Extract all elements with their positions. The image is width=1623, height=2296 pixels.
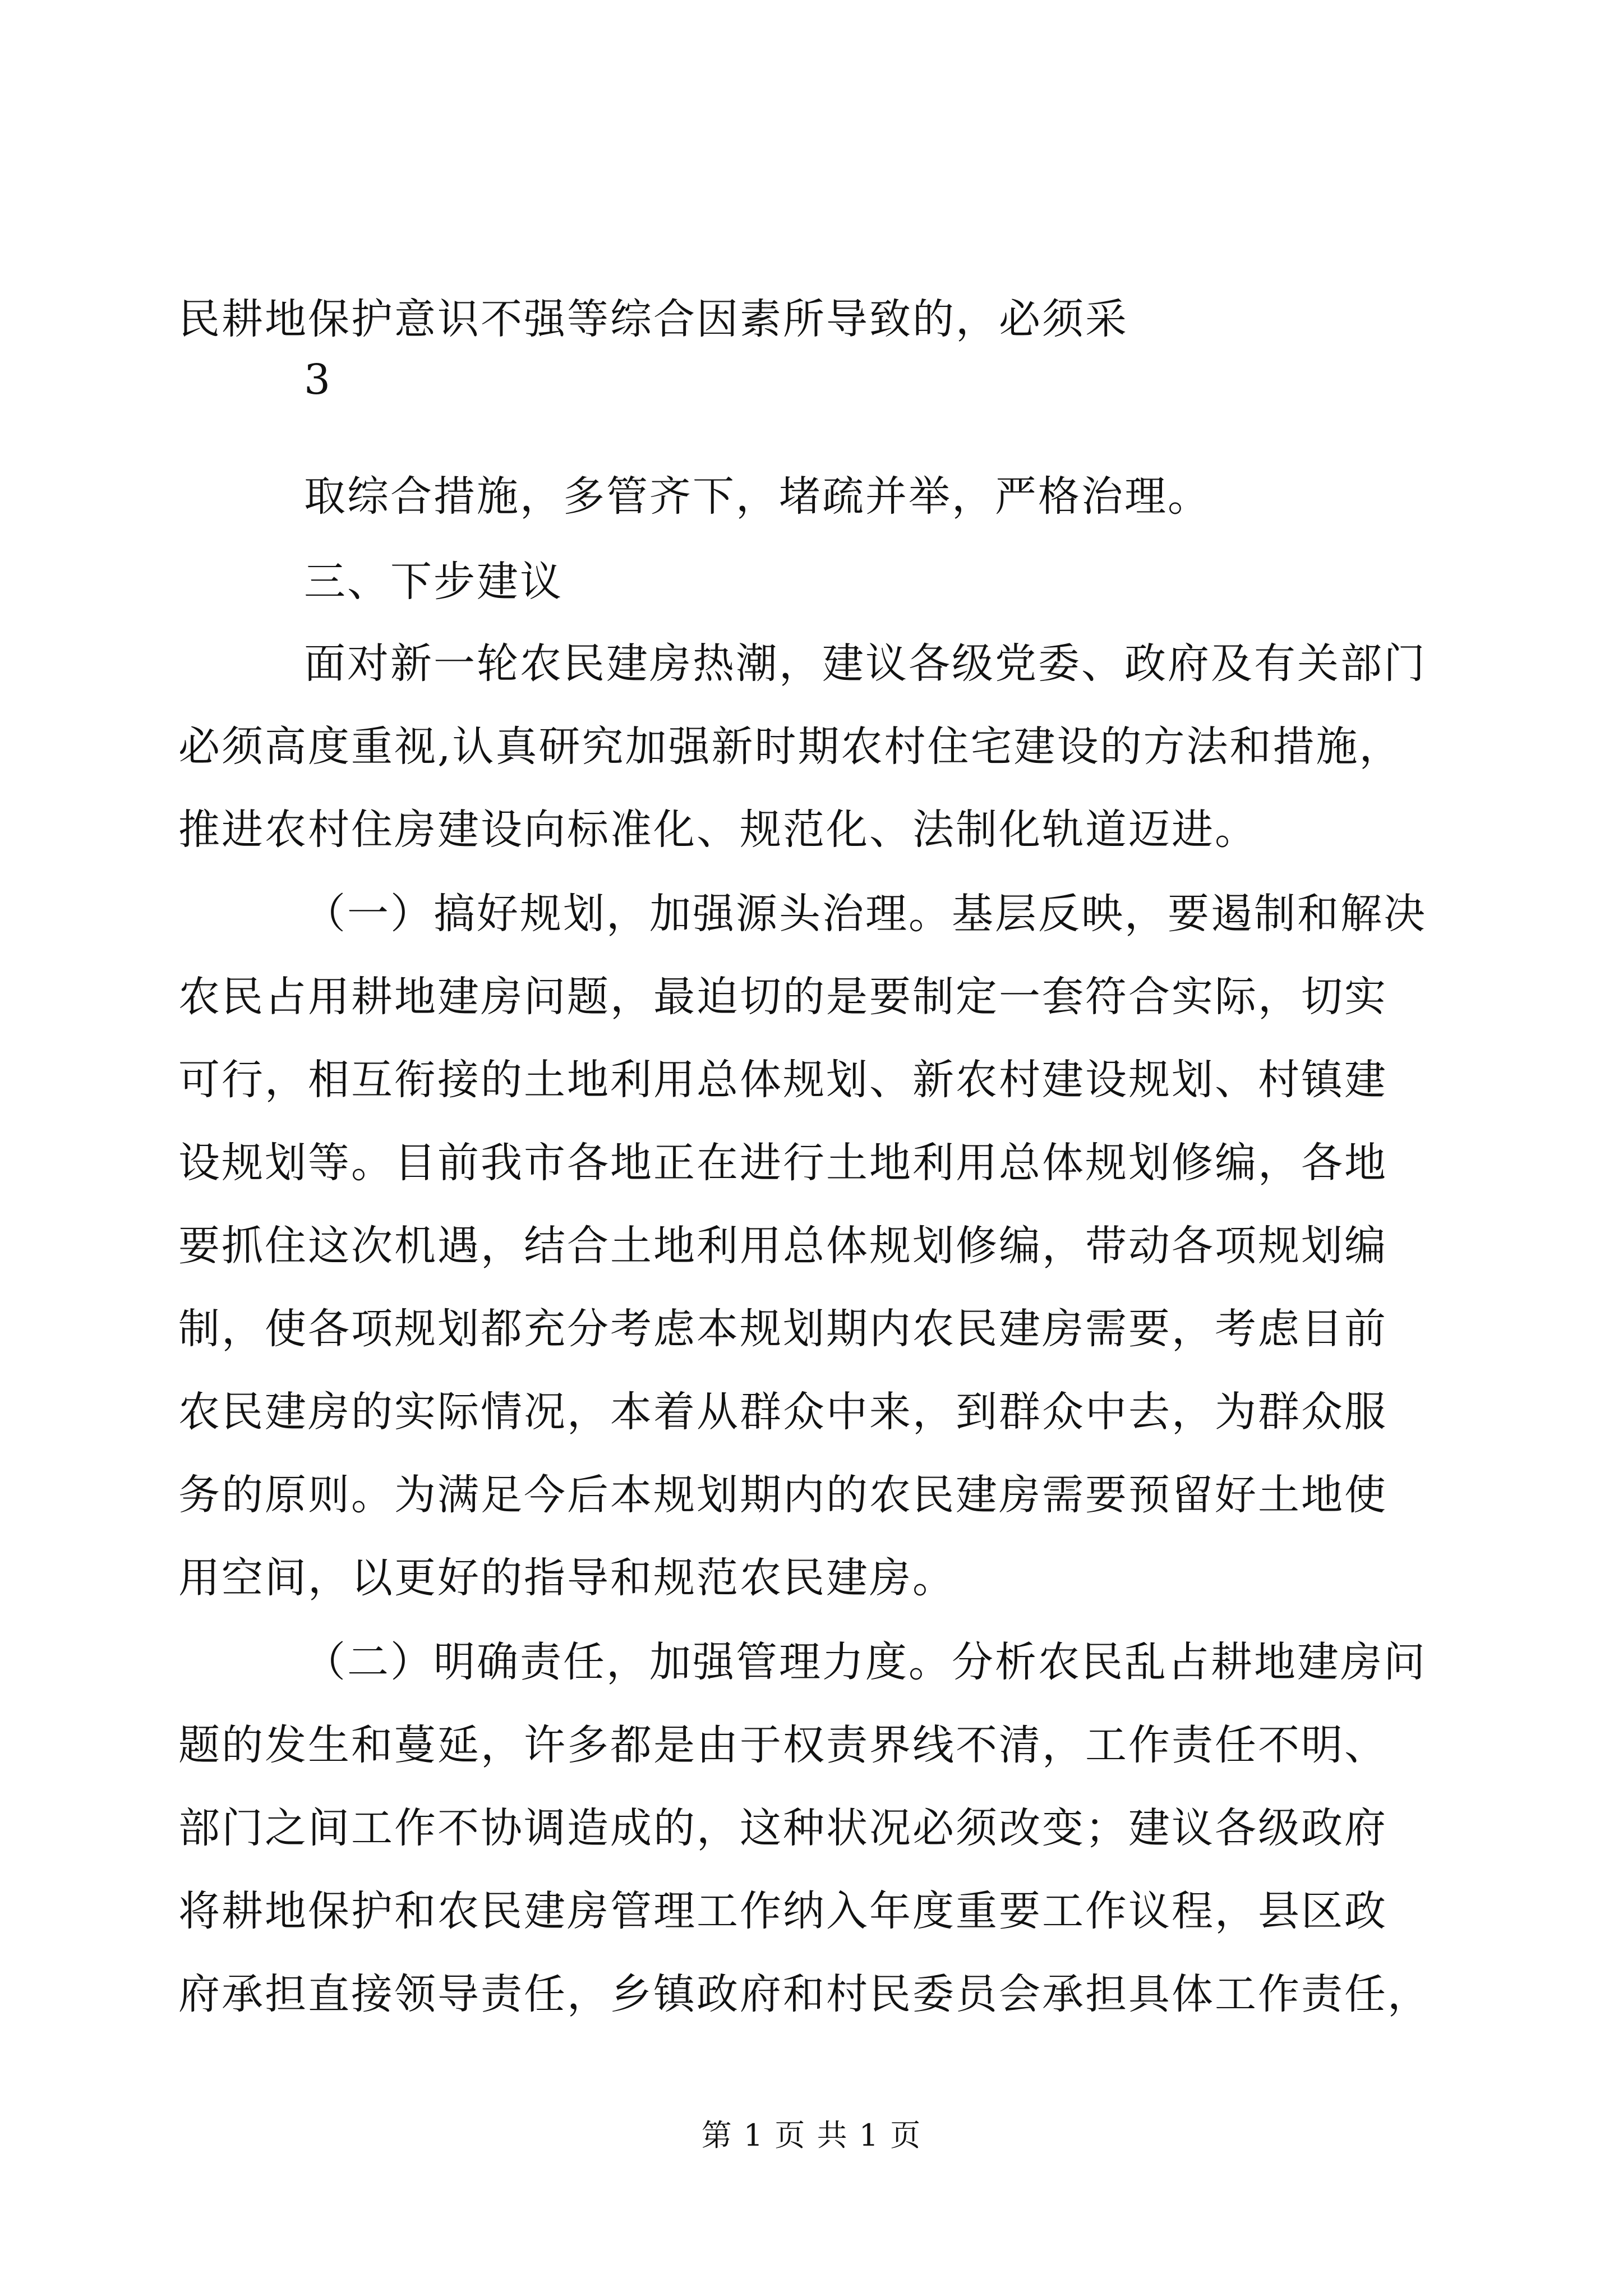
subsection-paragraph-start: （一）搞好规划，加强源头治理。基层反映，要遏制和解决: [304, 890, 1427, 938]
text-line: 必须高度重视,认真研究加强新时期农村住宅建设的方法和措施，: [178, 723, 1403, 771]
section-heading: 三、下步建议: [304, 558, 563, 606]
text-line: 用空间，以更好的指导和规范农民建房。: [178, 1554, 956, 1602]
text-line: 务的原则。为满足今后本规划期内的农民建房需要预留好土地使: [178, 1471, 1387, 1519]
text-line: 取综合措施，多管齐下，堵疏并举，严格治理。: [304, 472, 1211, 521]
text-line: 民耕地保护意识不强等综合因素所导致的，必须采: [178, 295, 1128, 343]
text-line: 农民建房的实际情况，本着从群众中来，到群众中去，为群众服: [178, 1388, 1387, 1436]
text-line: 部门之间工作不协调造成的，这种状况必须改变；建议各级政府: [178, 1804, 1387, 1852]
text-line: 府承担直接领导责任，乡镇政府和村民委员会承担具体工作责任，: [178, 1970, 1431, 2018]
text-line: 设规划等。目前我市各地正在进行土地利用总体规划修编，各地: [178, 1139, 1387, 1187]
page-number-marker: 3: [304, 356, 331, 404]
subsection-paragraph-start: （二）明确责任，加强管理力度。分析农民乱占耕地建房问: [304, 1638, 1427, 1686]
page-footer: 第 1 页 共 1 页: [701, 2118, 922, 2153]
text-line: 农民占用耕地建房问题，最迫切的是要制定一套符合实际，切实: [178, 973, 1387, 1021]
text-line: 题的发生和蔓延，许多都是由于权责界线不清，工作责任不明、: [178, 1721, 1387, 1769]
text-line: 制，使各项规划都充分考虑本规划期内农民建房需要，考虑目前: [178, 1305, 1387, 1353]
text-line: 将耕地保护和农民建房管理工作纳入年度重要工作议程，县区政: [178, 1887, 1387, 1935]
text-line: 要抓住这次机遇，结合土地利用总体规划修编，带动各项规划编: [178, 1222, 1387, 1270]
text-line: 推进农村住房建设向标准化、规范化、法制化轨道迈进。: [178, 806, 1258, 854]
text-line: 面对新一轮农民建房热潮，建议各级党委、政府及有关部门: [304, 639, 1427, 688]
text-line: 可行，相互衔接的土地利用总体规划、新农村建设规划、村镇建: [178, 1056, 1387, 1104]
